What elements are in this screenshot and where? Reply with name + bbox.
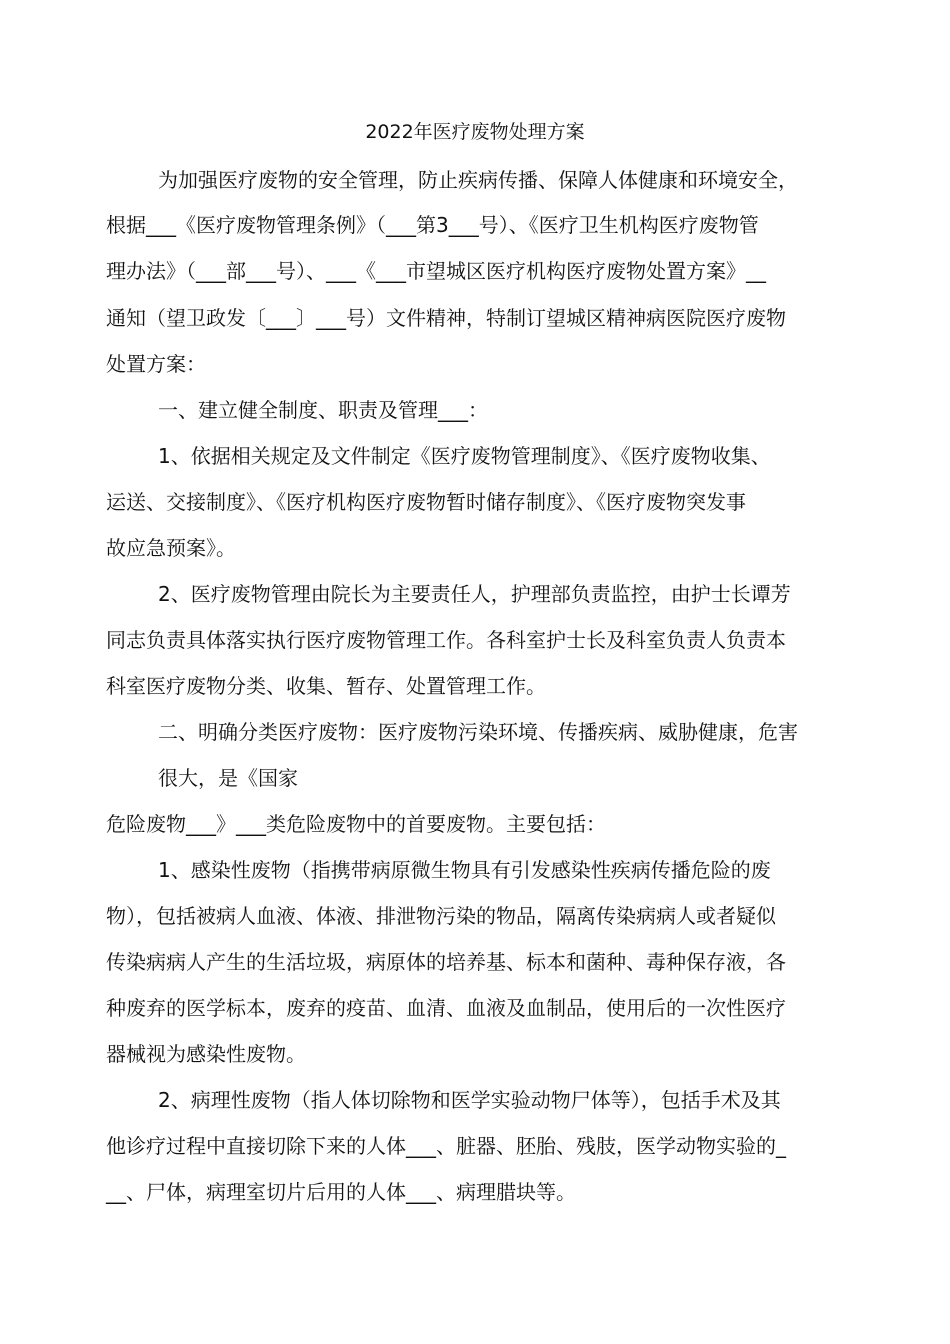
paragraph-line: 种废弃的医学标本，废弃的疫苗、血清、血液及血制品，使用后的一次性医疗 (106, 996, 786, 1020)
paragraph-line: 通知（望卫政发〔___〕___号）文件精神，特制订望城区精神病医院医疗废物 (106, 306, 786, 330)
paragraph-line: 物），包括被病人血液、体液、排泄物污染的物品，隔离传染病病人或者疑似 (106, 904, 776, 928)
paragraph-line: 1、依据相关规定及文件制定《医疗废物管理制度》、《医疗废物收集、 (158, 444, 771, 468)
paragraph-line: 理办法》（___部___号）、___《___市望城区医疗机构医疗废物处置方案》__ (106, 259, 766, 283)
paragraph-line: 同志负责具体落实执行医疗废物管理工作。各科室护士长及科室负责人负责本 (106, 628, 786, 652)
paragraph-line: 为加强医疗废物的安全管理，防止疾病传播、保障人体健康和环境安全， (158, 168, 798, 192)
paragraph-line: 根据___《医疗废物管理条例》（___第3___号）、《医疗卫生机构医疗废物管 (106, 213, 759, 237)
paragraph-line: 科室医疗废物分类、收集、暂存、处置管理工作。 (106, 674, 546, 698)
paragraph-line: 很大，是《国家 (158, 766, 298, 790)
section-heading: 一、建立健全制度、职责及管理___： (158, 398, 488, 422)
section-heading: 二、明确分类医疗废物：医疗废物污染环境、传播疾病、威胁健康，危害 (158, 720, 798, 744)
paragraph-line: 运送、交接制度》、《医疗机构医疗废物暂时储存制度》、《医疗废物突发事 (106, 490, 746, 514)
paragraph-line: 2、医疗废物管理由院长为主要责任人，护理部负责监控，由护士长谭芳 (158, 582, 791, 606)
paragraph-line: 2、病理性废物（指人体切除物和医学实验动物尸体等），包括手术及其 (158, 1088, 781, 1112)
paragraph-line: 处置方案： (106, 352, 206, 376)
paragraph-line: 危险废物___》___类危险废物中的首要废物。主要包括： (106, 812, 606, 836)
paragraph-line: __、尸体，病理室切片后用的人体___、病理腊块等。 (106, 1180, 576, 1204)
document-title: 2022年医疗废物处理方案 (365, 121, 585, 143)
paragraph-line: 传染病病人产生的生活垃圾，病原体的培养基、标本和菌种、毒种保存液，各 (106, 950, 786, 974)
paragraph-line: 故应急预案》。 (106, 536, 236, 560)
paragraph-line: 1、感染性废物（指携带病原微生物具有引发感染性疾病传播危险的废 (158, 858, 771, 882)
paragraph-line: 他诊疗过程中直接切除下来的人体___、脏器、胚胎、残肢，医学动物实验的_ (106, 1134, 786, 1158)
paragraph-line: 器械视为感染性废物。 (106, 1042, 306, 1066)
